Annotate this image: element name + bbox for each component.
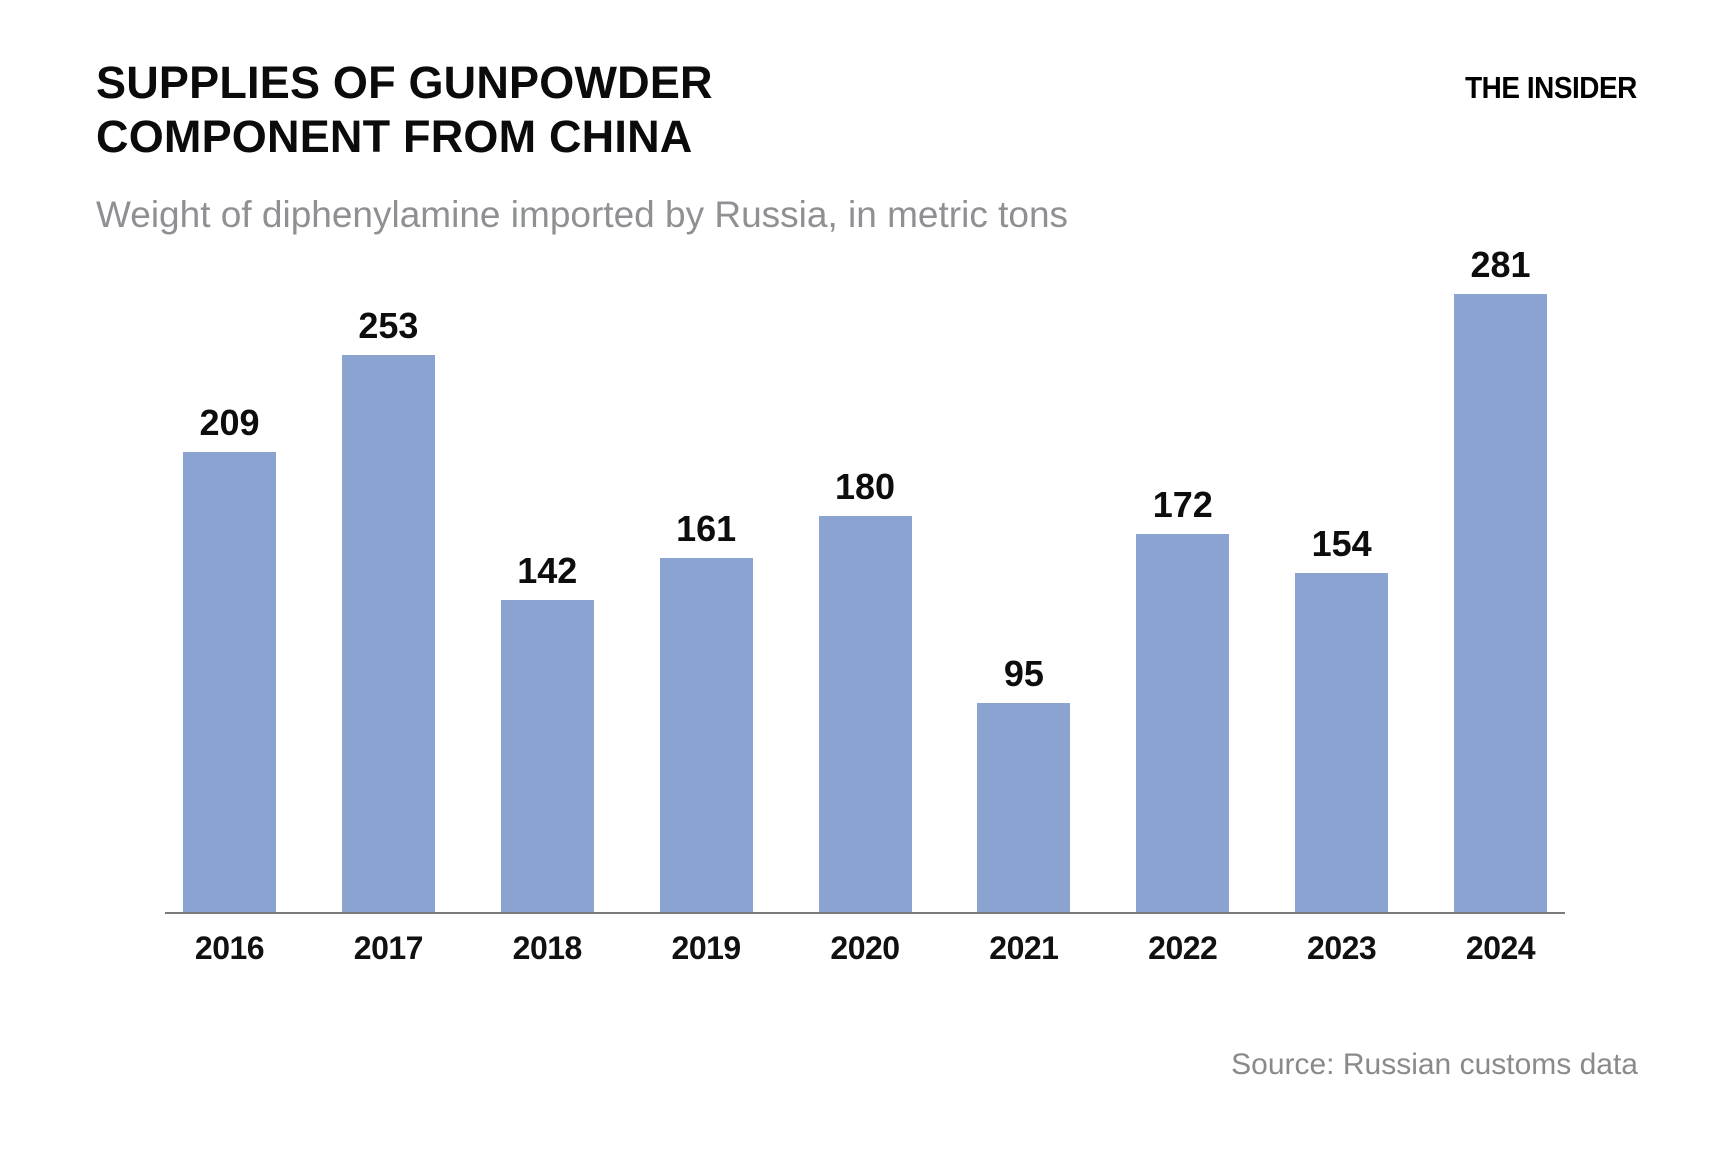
bar-value-label-2022: 172 bbox=[1152, 484, 1213, 525]
bar-column-2017 bbox=[342, 306, 435, 912]
x-axis-label-2022: 2022 bbox=[1148, 930, 1218, 966]
bar-value-label-2018: 142 bbox=[517, 550, 578, 591]
bar-value-label-2021: 95 bbox=[1003, 653, 1044, 694]
x-axis-label-2019: 2019 bbox=[671, 930, 741, 966]
bar-2023 bbox=[1295, 573, 1388, 912]
bar-value-label-2024: 281 bbox=[1470, 244, 1531, 285]
page-title-line1: SUPPLIES OF GUNPOWDER bbox=[96, 57, 713, 108]
bar-2018 bbox=[501, 600, 594, 912]
bar-2020 bbox=[819, 516, 912, 912]
bar-column-2016 bbox=[183, 403, 276, 912]
source-note: Source: Russian customs data bbox=[1231, 1048, 1638, 1081]
bar-value-label-2023: 154 bbox=[1311, 523, 1372, 564]
bar-2024 bbox=[1454, 294, 1547, 912]
bar-column-2022 bbox=[1136, 485, 1229, 912]
bar-column-2021 bbox=[977, 654, 1070, 912]
x-axis-label-2016: 2016 bbox=[194, 930, 265, 966]
bar-value-label-2020: 180 bbox=[834, 466, 896, 507]
page-subtitle: Weight of diphenylamine imported by Russia, in metric tons bbox=[96, 194, 1069, 235]
x-axis-label-2017: 2017 bbox=[353, 930, 423, 966]
bar-2021 bbox=[977, 703, 1070, 912]
bar-column-2023 bbox=[1295, 524, 1388, 912]
bar-2017 bbox=[342, 355, 435, 912]
x-axis-label-2021: 2021 bbox=[989, 930, 1059, 966]
bar-2016 bbox=[183, 452, 276, 912]
x-axis-label-2018: 2018 bbox=[512, 930, 582, 966]
bar-column-2020 bbox=[819, 467, 912, 912]
x-axis-label-2024: 2024 bbox=[1465, 930, 1536, 966]
bar-column-2019 bbox=[660, 509, 753, 912]
x-axis-label-2023: 2023 bbox=[1307, 930, 1377, 966]
bar-column-2024 bbox=[1454, 245, 1547, 912]
bar-value-label-2017: 253 bbox=[358, 305, 419, 346]
bar-2022 bbox=[1136, 534, 1229, 912]
plot-area bbox=[165, 244, 1565, 914]
bar-value-label-2019: 161 bbox=[676, 508, 737, 549]
page-title-line2: COMPONENT FROM CHINA bbox=[96, 111, 693, 162]
x-axis-label-2020: 2020 bbox=[830, 930, 900, 966]
bar-value-label-2016: 209 bbox=[199, 402, 260, 443]
bar-2019 bbox=[660, 558, 753, 912]
page-title bbox=[96, 56, 713, 164]
publisher-logo: THE INSIDER bbox=[1465, 70, 1637, 105]
bar-column-2018 bbox=[501, 551, 594, 912]
x-axis-labels bbox=[165, 930, 1565, 967]
